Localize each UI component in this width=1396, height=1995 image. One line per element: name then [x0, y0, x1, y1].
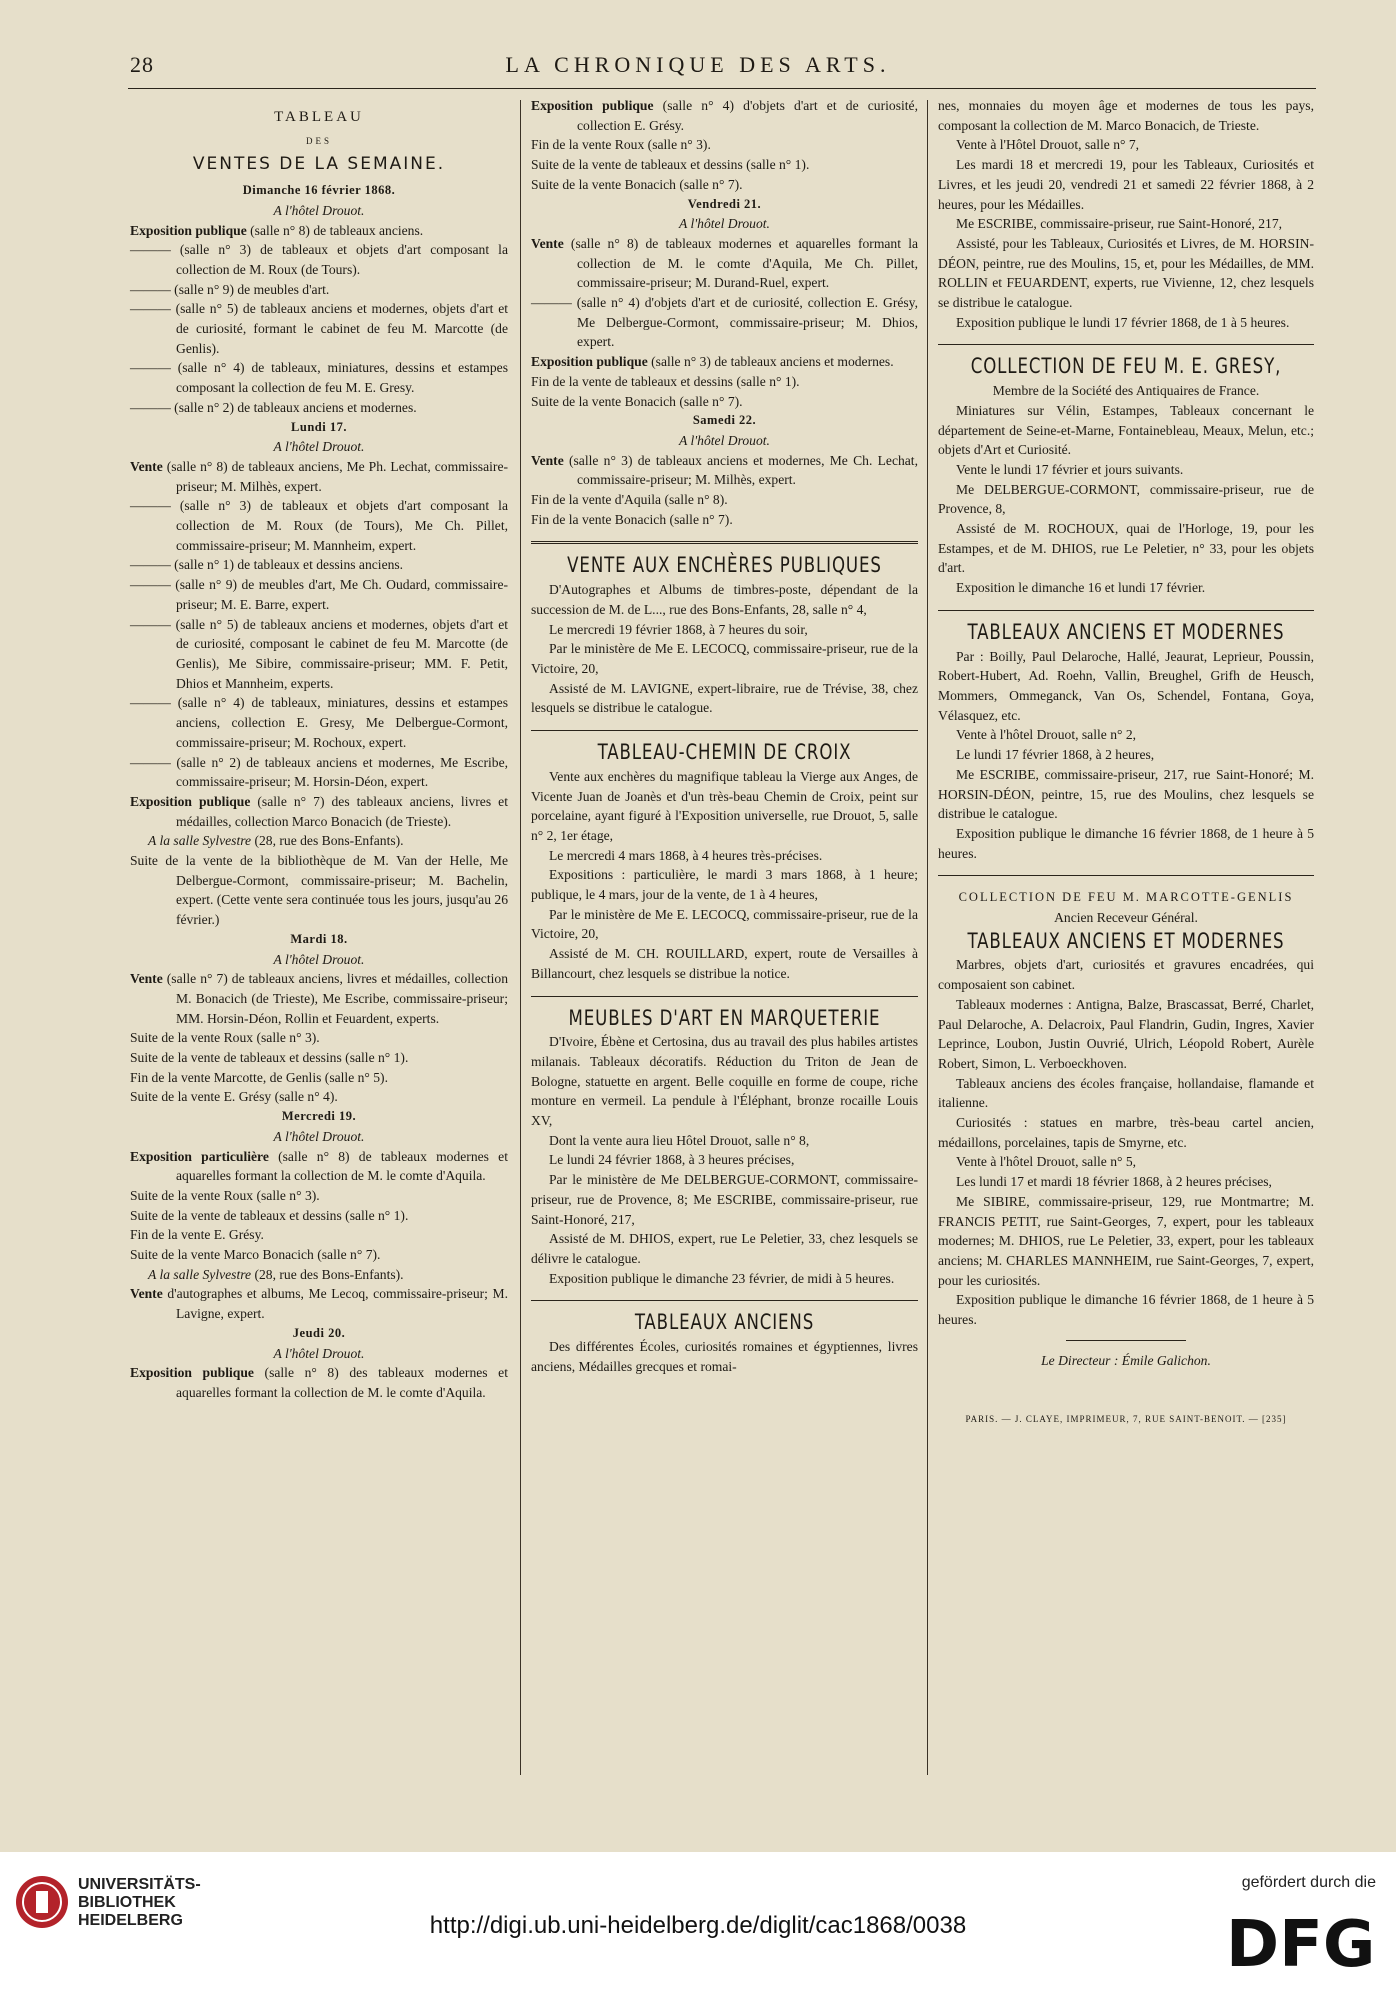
text-paragraph: [130, 1265, 508, 1285]
entry-lead: Exposition particulière: [130, 1148, 269, 1164]
paragraph-text: Me ESCRIBE, commissaire-priseur, rue Saint-Honoré, 217,: [956, 216, 1283, 232]
paragraph-text: Le mercredi 19 février 1868, à 7 heures du soir,: [549, 621, 808, 637]
paragraph-text: Par le ministère de Me E. LECOCQ, commissaire-priseur, rue de la Victoire, 20,: [531, 641, 918, 676]
text-paragraph: [130, 851, 508, 930]
paragraph-text: Vendredi 21.: [687, 196, 762, 211]
paragraph-text: Expositions : particulière, le mardi 3 mars 1868, à 1 heure; publique, le 4 mars, jour de la vente, de 1 à 4 heures,: [531, 867, 918, 903]
text-paragraph: [531, 620, 918, 640]
paragraph-text: Suite de la vente de tableaux et dessins (salle n° 1).: [130, 1050, 409, 1066]
paragraph-text: Assisté de M. LAVIGNE, expert-libraire, rue de Trévise, 38, chez lesquels se distribue le catalogue.: [531, 680, 918, 716]
paragraph-text: Dont la vente aura lieu Hôtel Drouot, salle n° 8,: [549, 1132, 810, 1148]
paragraph-text: ——— (salle n° 9) de meubles d'art.: [130, 281, 330, 297]
paragraph-text: Vente à l'Hôtel Drouot, salle n° 7,: [956, 137, 1140, 153]
text-paragraph: [531, 905, 918, 944]
section-title: [554, 1005, 895, 1030]
day-heading: [130, 1107, 508, 1127]
text-paragraph: [130, 831, 508, 851]
column-2: [531, 96, 918, 1376]
entry-lead: Exposition publique: [531, 98, 654, 113]
text-paragraph: [531, 679, 918, 718]
text-paragraph: [938, 765, 1314, 824]
text-paragraph: [531, 639, 918, 678]
column-1: [130, 96, 508, 1403]
paragraph-text: Dimanche 16 février 1868.: [242, 183, 396, 198]
digitization-footer: [0, 1852, 1396, 1995]
text-paragraph: [531, 214, 918, 234]
paragraph-text: d'autographes et albums, Me Lecoq, commissaire-priseur; M. Lavigne, expert.: [162, 1286, 508, 1322]
paragraph-text: D'Autographes et Albums de timbres-poste, dépendant de la succession de M. de L..., rue des Bons-Enfants, 28, salle n° 4,: [531, 582, 918, 617]
paragraph-text: ——— (salle n° 3) de tableaux et objets d'art composant la collection de M. Roux (de Tours).: [130, 242, 508, 277]
paragraph-text: A l'hôtel Drouot.: [273, 1128, 365, 1144]
paragraph-text: Ancien Receveur Général.: [1054, 910, 1198, 926]
paragraph-text: (salle n° 8) de tableaux anciens.: [246, 222, 424, 238]
paragraph-text: Assisté de M. ROCHOUX, quai de l'Horloge, 19, pour les Estampes, et de M. DHIOS, rue Le Peletier, n° 33, pour les objets d'art.: [938, 521, 1314, 576]
paragraph-text: DES: [305, 135, 332, 146]
text-paragraph: [938, 1351, 1314, 1371]
text-paragraph: [938, 234, 1314, 313]
text-paragraph: [938, 745, 1314, 765]
text-paragraph: [938, 401, 1314, 460]
separator-rule: [938, 610, 1314, 611]
paragraph-text: Exposition publique le dimanche 16 février 1868, de 1 heure à 5 heures.: [938, 1292, 1314, 1328]
text-paragraph: [531, 392, 918, 412]
text-paragraph: [938, 460, 1314, 480]
paragraph-text: VENTES DE LA SEMAINE.: [192, 154, 446, 175]
entry-lead: Vente: [130, 458, 163, 474]
text-paragraph: [938, 1074, 1314, 1113]
entry-lead: Vente: [531, 235, 564, 251]
text-paragraph: [531, 1170, 918, 1229]
paragraph-text: Par le ministère de Me DELBERGUE-CORMONT, commissaire-priseur, rue de Provence, 8; Me ESCRIBE, commissaire-priseur, rue Saint-Honoré, 217,: [531, 1172, 918, 1227]
paragraph-text: Le Directeur : Émile Galichon.: [1041, 1352, 1211, 1368]
paragraph-text: COLLECTION DE FEU M. MARCOTTE-GENLIS: [958, 890, 1294, 905]
paragraph-text: Exposition publique le dimanche 23 février, de midi à 5 heures.: [549, 1270, 895, 1286]
text-paragraph: [938, 1290, 1314, 1329]
text-paragraph: [531, 1032, 918, 1131]
text-paragraph: [938, 1172, 1314, 1192]
text-paragraph: [130, 950, 508, 970]
paragraph-text: Vente à l'hôtel Drouot, salle n° 2,: [956, 727, 1137, 743]
day-heading: [531, 195, 918, 215]
text-paragraph: [938, 647, 1314, 726]
text-paragraph: [130, 1245, 508, 1265]
text-paragraph: [130, 555, 508, 575]
text-paragraph: [531, 580, 918, 619]
paragraph-text: Exposition publique le dimanche 16 février 1868, de 1 heure à 5 heures.: [938, 825, 1314, 861]
paragraph-text: Les mardi 18 et mercredi 19, pour les Tableaux, Curiosités et Livres, et les jeudi 20, vendredi 21 et samedi 22 février 1868, à 2 heures, pour les Médailles.: [938, 157, 1314, 212]
text-paragraph: [938, 995, 1314, 1074]
text-paragraph: [130, 155, 508, 175]
text-paragraph: [938, 725, 1314, 745]
paragraph-text: ——— (salle n° 2) de tableaux anciens et modernes, Me Escribe, commissaire-priseur; M. Horsin-Déon, expert.: [130, 754, 508, 790]
dfg-logo-text: DFG: [1226, 1908, 1376, 1972]
paragraph-text: Mardi 18.: [290, 931, 348, 946]
text-paragraph: [130, 201, 508, 221]
paragraph-text: Le lundi 17 février 1868, à 2 heures,: [956, 747, 1155, 763]
paragraph-text: Assisté de M. CH. ROUILLARD, expert, route de Versailles à Billancourt, chez lesquels se distribue la notice.: [531, 946, 918, 981]
text-paragraph: [531, 96, 918, 135]
section-title: [961, 619, 1292, 644]
text-paragraph: [938, 824, 1314, 863]
text-paragraph: [130, 1284, 508, 1323]
paragraph-text: VENTE AUX ENCHÈRES PUBLIQUES: [567, 553, 882, 578]
paragraph-text: ——— (salle n° 5) de tableaux anciens et modernes, objets d'art et de curiosité, formant le cabinet de feu M. Marcotte (de Genlis).: [130, 301, 508, 356]
paragraph-text: (28, rue des Bons-Enfants).: [251, 1266, 404, 1282]
venue-name: A la salle Sylvestre: [148, 1266, 252, 1282]
text-paragraph: [938, 214, 1314, 234]
text-paragraph: [531, 431, 918, 451]
day-heading: [130, 418, 508, 438]
text-paragraph: [938, 578, 1314, 598]
paragraph-text: (salle n° 4) d'objets d'art et de curiosité, collection E. Grésy.: [577, 98, 918, 133]
separator-rule: [531, 730, 918, 731]
entry-lead: Exposition publique: [130, 793, 251, 809]
paragraph-text: Suite de la vente Roux (salle n° 3).: [130, 1030, 320, 1046]
text-paragraph: [938, 519, 1314, 578]
paragraph-text: ——— (salle n° 9) de meubles d'art, Me Ch. Oudard, commissaire-priseur; M. E. Barre, expert.: [130, 577, 508, 612]
separator-rule: [1066, 1340, 1186, 1341]
column-3: [938, 96, 1314, 1430]
text-paragraph: [130, 753, 508, 792]
paragraph-text: A l'hôtel Drouot.: [273, 202, 365, 218]
text-paragraph: [938, 1410, 1314, 1430]
paragraph-text: Curiosités : statues en marbre, très-beau cartel ancien, médaillons, porcelaines, tapis de Smyrne, etc.: [938, 1115, 1314, 1150]
day-heading: [130, 930, 508, 950]
paragraph-text: Suite de la vente de tableaux et dessins (salle n° 1).: [130, 1207, 409, 1223]
entry-lead: Exposition publique: [130, 1365, 254, 1381]
library-name-line-3: HEIDELBERG: [78, 1912, 183, 1929]
text-paragraph: [130, 1147, 508, 1186]
permalink-url[interactable]: http://digi.ub.uni-heidelberg.de/diglit/cac1868/0038: [429, 1912, 967, 1939]
text-paragraph: [531, 865, 918, 904]
text-paragraph: [938, 908, 1314, 928]
text-paragraph: [130, 693, 508, 752]
text-paragraph: [531, 510, 918, 530]
text-paragraph: [938, 1152, 1314, 1172]
text-paragraph: [938, 96, 1314, 135]
paragraph-text: Exposition publique le lundi 17 février 1868, de 1 à 5 heures.: [956, 314, 1290, 330]
paragraph-text: Lundi 17.: [291, 419, 347, 434]
text-paragraph: [938, 480, 1314, 519]
paragraph-text: A l'hôtel Drouot.: [273, 951, 365, 967]
header-rule: [128, 88, 1316, 89]
text-paragraph: [531, 175, 918, 195]
section-title: [554, 553, 895, 578]
paragraph-text: ——— (salle n° 1) de tableaux et dessins anciens.: [130, 557, 404, 573]
text-paragraph: [531, 490, 918, 510]
paragraph-text: Le lundi 24 février 1868, à 3 heures précises,: [549, 1152, 795, 1168]
paragraph-text: Me SIBIRE, commissaire-priseur, 129, rue Montmartre; M. FRANCIS PETIT, rue Saint-Georges, 7, expert, pour les tableaux modernes; M. DHIOS, rue Le Peletier, 33, expert, pour les tableaux anciens; M. CHARLES MANNHEIM, rue Saint-Georges, 7, expert, pour les curiosités.: [938, 1193, 1314, 1288]
paragraph-text: Exposition le dimanche 16 et lundi 17 février.: [956, 580, 1206, 596]
paragraph-text: A l'hôtel Drouot.: [679, 216, 770, 232]
paragraph-text: Tableaux modernes : Antigna, Balze, Brascassat, Berré, Charlet, Paul Delaroche, A. Delacroix, Paul Flandrin, Gudin, Ingres, Xavier Leprince, Loubon, Justin Ouvrié, Ulrich, Léopold Robert, Aurèle Robert, Simon, L. Verboeckhoven.: [938, 996, 1314, 1071]
paragraph-text: TABLEAUX ANCIENS ET MODERNES: [967, 619, 1285, 644]
text-paragraph: [531, 944, 918, 983]
separator-rule: [531, 541, 918, 544]
text-paragraph: [531, 155, 918, 175]
text-paragraph: [130, 1068, 508, 1088]
day-heading: [130, 1324, 508, 1344]
text-paragraph: [531, 135, 918, 155]
text-paragraph: [938, 1113, 1314, 1152]
text-paragraph: [938, 313, 1314, 333]
library-name-line-2: BIBLIOTHEK: [78, 1894, 176, 1911]
paragraph-text: Suite de la vente de tableaux et dessins (salle n° 1).: [531, 157, 810, 173]
text-paragraph: [130, 1344, 508, 1364]
paragraph-text: Des différentes Écoles, curiosités romaines et égyptiennes, livres anciens, Médailles grecques et romai-: [531, 1339, 918, 1374]
paragraph-text: A l'hôtel Drouot.: [679, 432, 770, 448]
paragraph-text: (salle n° 8) de tableaux modernes et aquarelles formant la collection de M. le comte d'Aquila, Me Ch. Pillet, commissaire-priseur; M. Durand-Ruel, expert.: [563, 235, 918, 291]
text-paragraph: [531, 293, 918, 352]
text-paragraph: [130, 240, 508, 279]
paragraph-text: Suite de la vente Roux (salle n° 3).: [130, 1187, 320, 1203]
paragraph-text: Fin de la vente Roux (salle n° 3).: [531, 137, 711, 153]
paragraph-text: Marbres, objets d'art, curiosités et gravures encadrées, qui composaient son cabinet.: [938, 957, 1314, 993]
text-paragraph: [130, 457, 508, 496]
separator-rule: [531, 1300, 918, 1301]
text-paragraph: [531, 1229, 918, 1268]
text-paragraph: [130, 437, 508, 457]
paragraph-text: ——— (salle n° 5) de tableaux anciens et modernes, objets d'art et de curiosité, composant le cabinet de feu M. Marcotte (de Genlis), Me Sibire, commissaire-priseur; MM. F. Petit, Dhios et Mannheim, experts.: [130, 616, 508, 691]
text-paragraph: [531, 234, 918, 293]
text-paragraph: [531, 451, 918, 490]
paragraph-text: Vente aux enchères du magnifique tableau la Vierge aux Anges, de Vicente Juan de Joanès et d'un très-beau Chemin de Croix, peint sur porcelaine, ayant figuré à l'Exposition universelle, rue Drouot, 5, salle n° 2, 1er étage,: [531, 768, 918, 843]
text-paragraph: [130, 615, 508, 694]
paragraph-text: A l'hôtel Drouot.: [273, 1345, 365, 1361]
text-paragraph: [938, 955, 1314, 994]
text-paragraph: [531, 372, 918, 392]
column-divider-2: [927, 100, 928, 1775]
paragraph-text: Membre de la Société des Antiquaires de France.: [992, 383, 1260, 399]
paragraph-text: Me DELBERGUE-CORMONT, commissaire-priseur, rue de Provence, 8,: [938, 481, 1314, 517]
paragraph-text: Fin de la vente E. Grésy.: [130, 1227, 264, 1243]
paragraph-text: TABLEAUX ANCIENS: [634, 1310, 815, 1335]
text-paragraph: [531, 846, 918, 866]
paragraph-text: Tableaux anciens des écoles française, hollandaise, flamande et italienne.: [938, 1075, 1314, 1111]
text-paragraph: [130, 1048, 508, 1068]
text-paragraph: [938, 155, 1314, 214]
paragraph-text: COLLECTION DE FEU M. E. GRESY,: [970, 354, 1282, 379]
text-paragraph: [938, 135, 1314, 155]
paragraph-text: ——— (salle n° 3) de tableaux et objets d'art composant la collection de M. Roux (de Tours), Me Ch. Pillet, commissaire-priseur; M. Mannheim, expert.: [130, 498, 508, 553]
paragraph-text: (salle n° 7) des tableaux anciens, livres et médailles, collection Marco Bonacich (de Trieste).: [176, 793, 508, 829]
paragraph-text: ——— (salle n° 4) de tableaux, miniatures, dessins et estampes anciens, collection E. Gresy, Me Delbergue-Cormont, commissaire-priseur; M. Rochoux, expert.: [130, 695, 508, 750]
section-title: [554, 740, 895, 765]
paragraph-text: TABLEAU: [274, 109, 364, 125]
paragraph-text: Les lundi 17 et mardi 18 février 1868, à 2 heures précises,: [956, 1174, 1272, 1190]
paragraph-text: (salle n° 8) de tableaux modernes et aquarelles formant la collection de M. le comte d'Aquila.: [176, 1148, 508, 1184]
text-paragraph: [531, 1269, 918, 1289]
paragraph-text: Par : Boilly, Paul Delaroche, Hallé, Jeaurat, Leprieur, Poussin, Robert-Hubert, Ad. Roehn, Vallin, Breughel, Grifh de Heusch, Mommers, Ommeganck, Van Os, Schendel, Fontana, Goya, Vélasquez, etc.: [938, 648, 1314, 723]
paragraph-text: Suite de la vente Marco Bonacich (salle n° 7).: [130, 1247, 381, 1263]
text-paragraph: [130, 1028, 508, 1048]
section-title: [554, 1310, 895, 1335]
text-paragraph: [938, 888, 1314, 908]
text-paragraph: [531, 352, 918, 372]
paragraph-text: (salle n° 8) de tableaux anciens, Me Ph. Lechat, commissaire-priseur; M. Milhès, expert.: [162, 458, 508, 494]
paragraph-text: Suite de la vente de la bibliothèque de M. Van der Helle, Me Delbergue-Cormont, commissaire-priseur; M. Bachelin, expert. (Cette vente sera continuée tous les jours, jusqu'au 26 février.): [130, 853, 509, 928]
paragraph-text: Me ESCRIBE, commissaire-priseur, 217, rue Saint-Honoré; M. HORSIN-DÉON, peintre, 15, rue des Moulins, chez lesquels se distribue le catalogue.: [938, 766, 1314, 822]
paragraph-text: (salle n° 7) de tableaux anciens, livres et médailles, collection M. Bonacich (de Trieste), Me Escribe, commissaire-priseur; MM. Horsin-Déon, Rollin et Feuardent, experts.: [162, 971, 508, 1026]
day-heading: [531, 411, 918, 431]
entry-lead: Exposition publique: [130, 222, 247, 238]
text-paragraph: [130, 969, 508, 1028]
text-paragraph: [130, 132, 508, 152]
text-paragraph: [130, 221, 508, 241]
text-paragraph: [130, 792, 508, 831]
entry-lead: Vente: [130, 971, 163, 987]
paragraph-text: A l'hôtel Drouot.: [273, 439, 365, 455]
text-paragraph: [130, 398, 508, 418]
paragraph-text: nes, monnaies du moyen âge et modernes de tous les pays, composant la collection de M. Marco Bonacich, de Trieste.: [938, 98, 1314, 133]
text-paragraph: [130, 358, 508, 397]
dfg-logo-icon: [1226, 1906, 1376, 1972]
text-paragraph: [130, 1127, 508, 1147]
paragraph-text: Fin de la vente Bonacich (salle n° 7).: [531, 511, 733, 527]
paragraph-text: Fin de la vente Marcotte, de Genlis (salle n° 5).: [130, 1069, 388, 1085]
paragraph-text: Le mercredi 4 mars 1868, à 4 heures très-précises.: [549, 847, 823, 863]
paragraph-text: ——— (salle n° 4) d'objets d'art et de curiosité, collection E. Grésy, Me Delbergue-Cormont, commissaire-priseur; M. Dhios, expert.: [531, 295, 918, 350]
paragraph-text: PARIS. — J. CLAYE, IMPRIMEUR, 7, RUE SAINT-BENOIT. — [235]: [965, 1414, 1287, 1425]
paragraph-text: (28, rue des Bons-Enfants).: [251, 833, 404, 849]
paragraph-text: (salle n° 8) des tableaux modernes et aquarelles formant la collection de M. le comte d'Aquila.: [176, 1365, 508, 1400]
text-paragraph: [130, 280, 508, 300]
page-number: 28: [130, 52, 154, 77]
paragraph-text: TABLEAUX ANCIENS ET MODERNES: [967, 928, 1285, 953]
text-paragraph: [531, 1131, 918, 1151]
paragraph-text: Assisté de M. DHIOS, expert, rue Le Peletier, 33, chez lesquels se délivre le catalogue.: [531, 1231, 918, 1266]
text-paragraph: [531, 1150, 918, 1170]
text-paragraph: [130, 575, 508, 614]
entry-lead: Vente: [531, 452, 564, 468]
separator-rule: [938, 875, 1314, 876]
paragraph-text: TABLEAU-CHEMIN DE CROIX: [597, 740, 852, 765]
separator-rule: [531, 996, 918, 997]
paragraph-text: Miniatures sur Vélin, Estampes, Tableaux concernant le département de Seine-et-Marne, Fontainebleau, Meaux, Melun, etc.; objets d'Art et Curiosité.: [938, 402, 1314, 458]
paragraph-text: Vente le lundi 17 février et jours suivants.: [956, 461, 1184, 477]
text-paragraph: [130, 1087, 508, 1107]
text-paragraph: [531, 767, 918, 846]
day-heading: [130, 181, 508, 201]
entry-lead: Vente: [130, 1286, 163, 1302]
text-paragraph: [938, 381, 1314, 401]
text-paragraph: [130, 1186, 508, 1206]
paragraph-text: Suite de la vente Bonacich (salle n° 7).: [531, 176, 743, 192]
journal-title: LA CHRONIQUE DES ARTS.: [505, 52, 891, 77]
paragraph-text: ——— (salle n° 4) de tableaux, miniatures, dessins et estampes composant la collection de feu M. E. Gresy.: [130, 360, 508, 396]
text-paragraph: [130, 1363, 508, 1402]
section-title: [961, 354, 1292, 379]
paragraph-text: D'Ivoire, Ébène et Certosina, dus au travail des plus habiles artistes milanais. Tableaux décoratifs. Réduction du Triton de Jean de Bologne, statuette en argent. Belle coquille en forme de coupe, riche monture en vermeil. La pendule à l'Éléphant, bronze rocaille Louis XV,: [531, 1034, 918, 1129]
paragraph-text: Samedi 22.: [692, 413, 757, 428]
paragraph-text: (salle n° 3) de tableaux anciens et modernes, Me Ch. Lechat, commissaire-priseur; M. Milhès, expert.: [563, 452, 918, 488]
text-paragraph: [130, 496, 508, 555]
entry-lead: Exposition publique: [531, 354, 648, 370]
paragraph-text: Fin de la vente d'Aquila (salle n° 8).: [531, 492, 728, 508]
column-divider-1: [520, 100, 521, 1775]
funding-label: gefördert durch die: [1241, 1874, 1376, 1891]
paragraph-text: Assisté, pour les Tableaux, Curiosités et Livres, de M. HORSIN-DÉON, peintre, rue des Moulins, 15, et, pour les Médailles, de MM. ROLLIN et FEUARDENT, experts, rue Vivienne, 12, chez lesquels se distribue le catalogue.: [938, 235, 1314, 311]
section-title: [961, 928, 1292, 953]
paragraph-text: Suite de la vente E. Grésy (salle n° 4).: [130, 1089, 338, 1105]
paragraph-text: MEUBLES D'ART EN MARQUETERIE: [568, 1005, 881, 1030]
paragraph-text: Fin de la vente de tableaux et dessins (salle n° 1).: [531, 373, 800, 389]
venue-name: A la salle Sylvestre: [148, 833, 252, 849]
page-header: [0, 52, 1396, 86]
text-paragraph: [130, 1206, 508, 1226]
paragraph-text: (salle n° 3) de tableaux anciens et modernes.: [647, 354, 894, 370]
text-paragraph: [130, 1225, 508, 1245]
paragraph-text: Jeudi 20.: [292, 1325, 346, 1340]
text-paragraph: [938, 1192, 1314, 1291]
text-paragraph: [531, 1337, 918, 1376]
paragraph-text: Mercredi 19.: [281, 1109, 357, 1124]
paragraph-text: Par le ministère de Me E. LECOCQ, commissaire-priseur, rue de la Victoire, 20,: [531, 906, 918, 942]
text-paragraph: [130, 108, 508, 128]
library-name-line-1: UNIVERSITÄTS-: [78, 1876, 201, 1893]
paragraph-text: Suite de la vente Bonacich (salle n° 7).: [531, 393, 743, 409]
text-paragraph: [130, 299, 508, 358]
paragraph-text: Vente à l'hôtel Drouot, salle n° 5,: [956, 1154, 1137, 1170]
separator-rule: [938, 344, 1314, 345]
paragraph-text: ——— (salle n° 2) de tableaux anciens et modernes.: [130, 399, 417, 415]
